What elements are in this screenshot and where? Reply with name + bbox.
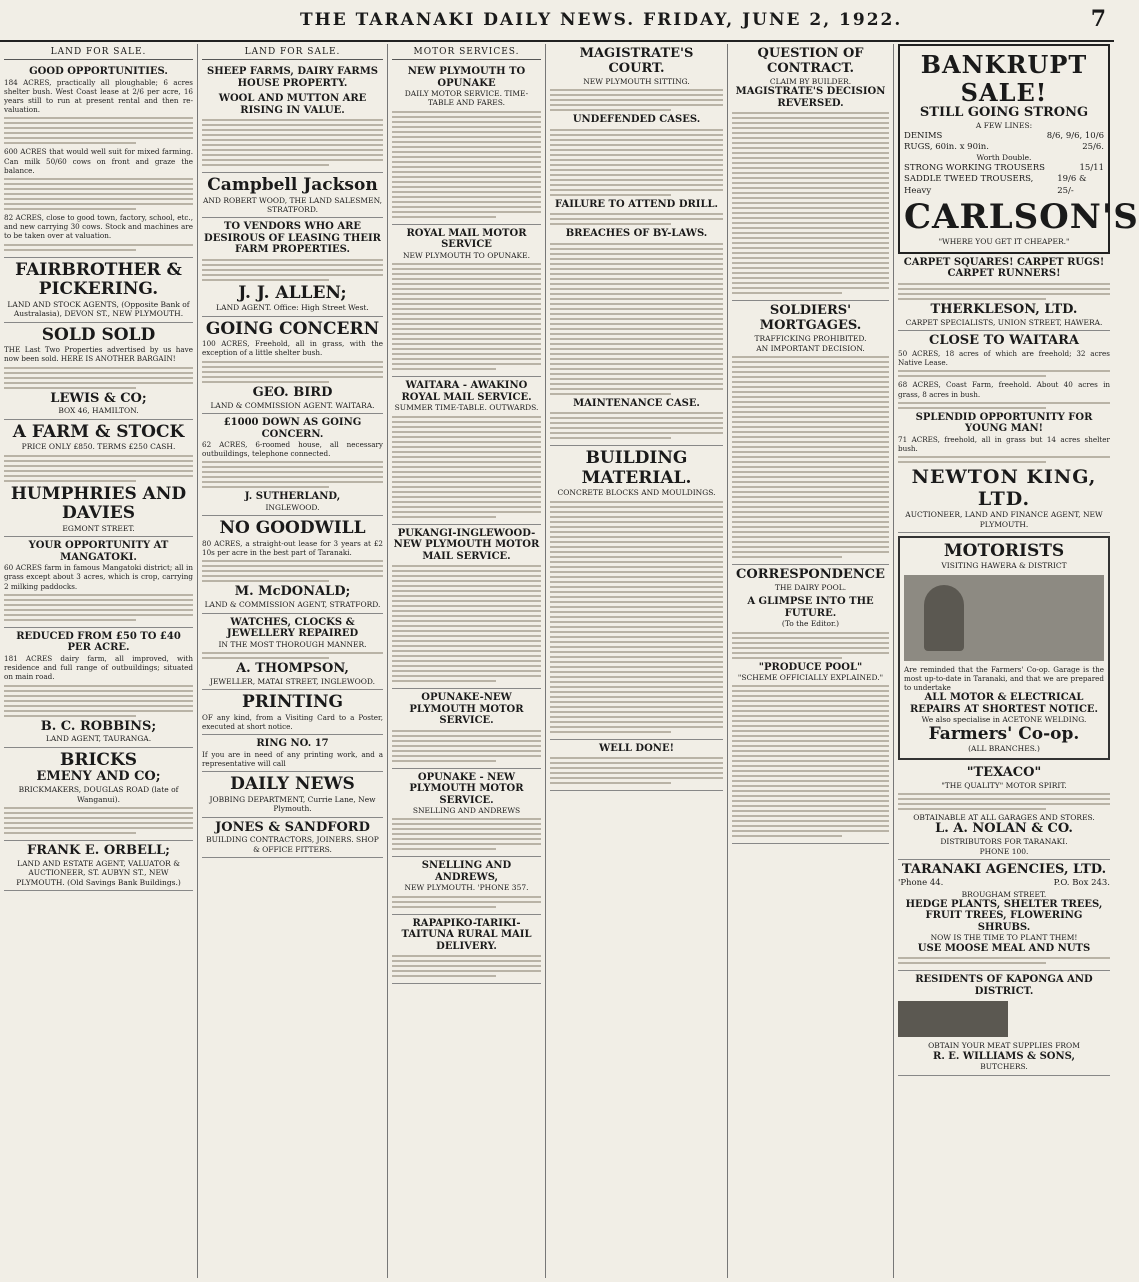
firm-name: L. A. NOLAN & CO. <box>935 821 1073 837</box>
ad-block <box>4 323 193 420</box>
ad-text: 71 ACRES, freehold, all in grass but 14 acres shelter bush. <box>898 434 1110 453</box>
article-heading: SOLDIERS' MORTGAGES. <box>759 303 862 334</box>
article-sub: NEW PLYMOUTH SITTING. <box>583 76 690 86</box>
firm-sub: AUCTIONEER, LAND AND FINANCE AGENT, NEW PLYMOUTH. <box>905 510 1103 529</box>
ad-sub: OBTAINABLE AT ALL GARAGES AND STORES. <box>913 813 1095 823</box>
ad-sub: LAND AND ESTATE AGENT, VALUATOR & AUCTIONEER, ST. AUBYN ST., NEW PLYMOUTH. (Old Savings Bank Buildings.) <box>16 859 181 887</box>
ad-block <box>392 525 541 690</box>
item-price: 8/6, 9/6, 10/6 <box>1046 130 1104 141</box>
ad-sub: "THE QUALITY" MOTOR SPIRIT. <box>941 780 1067 790</box>
ad-heading: BRICKS <box>59 749 138 770</box>
article-heading: CORRESPONDENCE <box>736 566 885 582</box>
article-heading: FAILURE TO ATTEND DRILL. <box>554 198 719 210</box>
ad-heading: PRINTING <box>241 692 344 713</box>
firm-name: Farmers' Co-op. <box>928 723 1080 744</box>
price-row <box>904 163 1104 174</box>
item-note: Worth Double. <box>976 153 1032 163</box>
article-heading: UNDEFENDED CASES. <box>572 114 701 126</box>
ad-heading: SPLENDID OPPORTUNITY FOR YOUNG MAN! <box>915 411 1093 435</box>
ad-block <box>202 414 383 516</box>
ad-sub: BUILDING CONTRACTORS, JOINERS. SHOP & OFFICE FITTERS. <box>206 835 379 854</box>
ad-heading: J. J. ALLEN; <box>238 282 347 303</box>
ad-sub: NOW IS THE TIME TO PLANT THEM! <box>930 933 1078 943</box>
article-heading: MAGISTRATE'S DECISION REVERSED. <box>735 86 886 109</box>
firm-sub: BUTCHERS. <box>980 1062 1028 1072</box>
ad-heading: OPUNAKE - NEW PLYMOUTH MOTOR SERVICE. <box>409 771 524 806</box>
ad-block <box>4 628 193 748</box>
section-header: MOTOR SERVICES. <box>392 44 541 60</box>
article-sub: THE DAIRY POOL. <box>774 582 847 592</box>
ad-sub: BROUGHAM STREET. <box>961 889 1047 899</box>
ad-sub: BOX 46, HAMILTON. <box>58 406 139 416</box>
ad-sub: LAND & COMMISSION AGENT. WAITARA. <box>210 400 375 410</box>
ad-text: 82 ACRES, close to good town, factory, school, etc., and new carrying 30 cows. Stock and machines are to be taken over at valuation. <box>4 213 193 241</box>
ad-text: 68 ACRES, Coast Farm, freehold. About 40 acres in grass, 8 acres in bush. <box>898 380 1110 399</box>
firm-sub: DISTRIBUTORS FOR TARANAKI. <box>940 837 1068 847</box>
ad-text: 181 ACRES dairy farm, all improved, with residence and full range of outbuildings; situated on main road. <box>4 653 193 682</box>
column-motor-services <box>388 44 546 1278</box>
ad-heading: USE MOOSE MEAL AND NUTS <box>917 942 1091 954</box>
ad-heading: WOOL AND MUTTON ARE RISING IN VALUE. <box>218 93 367 116</box>
bankrupt-sale-ad <box>898 44 1139 254</box>
ad-block <box>202 818 383 859</box>
ad-sub: LAND AND STOCK AGENTS, (Opposite Bank of Australasia), DEVON ST., NEW PLYMOUTH. <box>7 299 190 319</box>
ad-text: 62 ACRES, 6-roomed house, all necessary outbuildings, telephone connected. <box>202 440 383 459</box>
firm-name: R. E. WILLIAMS & SONS, <box>933 1050 1075 1062</box>
ad-heading: A FARM & STOCK <box>12 421 185 442</box>
ad-block <box>4 748 193 841</box>
ad-block <box>392 63 541 225</box>
ad-heading: CARPET SQUARES! CARPET RUGS! CARPET RUNNERS! <box>903 256 1105 280</box>
article-heading: A GLIMPSE INTO THE FUTURE. <box>747 596 874 619</box>
ad-heading: LEWIS & CO; <box>50 390 147 406</box>
ad-heading: GEO. BIRD <box>252 384 333 400</box>
ad-block <box>4 258 193 323</box>
ad-sub: INGLEWOOD. <box>265 502 320 512</box>
ad-heading: REDUCED FROM £50 TO £40 PER ACRE. <box>16 630 181 654</box>
ad-heading: SNELLING AND ANDREWS, <box>421 860 512 883</box>
ad-heading: PUKANGI-INGLEWOOD-NEW PLYMOUTH MOTOR MAIL SERVICE. <box>393 527 540 562</box>
article-sub: TRAFFICKING PROHIBITED. <box>754 334 867 344</box>
ad-heading: RESIDENTS OF KAPONGA AND DISTRICT. <box>915 974 1093 997</box>
ad-heading: SHEEP FARMS, DAIRY FARMS HOUSE PROPERTY. <box>206 66 378 89</box>
newspaper-title: THE TARANAKI DAILY NEWS. FRIDAY, JUNE 2, 1922. <box>300 10 903 30</box>
ad-heading: EMENY AND CO; <box>36 769 161 785</box>
texaco-ad <box>898 763 1110 860</box>
ad-block <box>202 614 383 691</box>
ad-heading: ALL MOTOR & ELECTRICAL REPAIRS AT SHORTEST NOTICE. <box>909 692 1099 715</box>
ad-block <box>4 63 193 258</box>
firm-sub: (ALL BRANCHES.) <box>968 744 1040 754</box>
article <box>550 446 723 739</box>
ad-sub: AND ROBERT WOOD, THE LAND SALESMEN, STRATFORD. <box>202 195 383 214</box>
ad-sub: JEWELLER, MATAI STREET, INGLEWOOD. <box>209 676 376 686</box>
ad-sub: LAND & COMMISSION AGENT, STRATFORD. <box>204 600 381 610</box>
ad-sub: JOBBING DEPARTMENT, Currie Lane, New Plymouth. <box>209 794 376 814</box>
ad-heading: BANKRUPT SALE! <box>920 50 1088 107</box>
ad-sub: NEW PLYMOUTH TO OPUNAKE. <box>402 250 531 260</box>
ad-heading: FRANK E. ORBELL; <box>27 843 170 859</box>
article-heading: QUESTION OF CONTRACT. <box>757 46 864 76</box>
article-sub: CONCRETE BLOCKS AND MOULDINGS. <box>557 488 716 498</box>
column-advertisements <box>894 44 1139 1278</box>
item-price: 25/6. <box>1082 141 1104 152</box>
ad-heading: JONES & SANDFORD <box>215 819 370 835</box>
ad-heading: SOLD SOLD <box>41 324 156 345</box>
ad-block <box>392 857 541 914</box>
ad-heading: HUMPHRIES AND DAVIES <box>10 483 187 524</box>
item-price: 19/6 & 25/- <box>1057 174 1087 196</box>
carpet-ad <box>898 254 1110 331</box>
ad-heading: £1000 DOWN AS GOING CONCERN. <box>223 417 362 440</box>
ad-text: THE Last Two Properties advertised by us have now been sold. HERE IS ANOTHER BARGAIN! <box>4 345 193 364</box>
po-box: P.O. Box 243. <box>1053 878 1110 889</box>
ad-text: 60 ACRES farm in famous Mangatoki district; all in grass except about 3 acres, which is crop, carrying 2 milking paddocks. <box>4 563 193 591</box>
ad-block <box>392 689 541 769</box>
ad-heading: DAILY NEWS <box>230 774 355 795</box>
ad-heading: GOING CONCERN <box>205 318 380 339</box>
ad-sub: PRICE ONLY £850. TERMS £250 CASH. <box>21 442 176 452</box>
ad-heading: J. SUTHERLAND, <box>244 491 341 503</box>
price-row <box>904 142 1104 153</box>
kaponga-ad <box>898 971 1110 1075</box>
ad-text: Are reminded that the Farmers' Co-op. Garage is the most up-to-date in Taranaki, and that we are prepared to undertake <box>904 664 1104 693</box>
article <box>732 44 889 301</box>
ad-block <box>202 735 383 772</box>
ad-heading: M. McDONALD; <box>234 584 351 600</box>
agencies-ad <box>898 860 1110 971</box>
ad-text: 100 ACRES, Freehold, all in grass, with the exception of a little shelter bush. <box>202 339 383 358</box>
article-sub: CLAIM BY BUILDER. <box>769 76 852 86</box>
ad-sub: LAND AGENT. Office: High Street West. <box>216 303 369 313</box>
item-name: STRONG WORKING TROUSERS <box>904 162 1045 173</box>
ad-heading: MOTORISTS <box>943 540 1065 561</box>
ad-sub: IN THE MOST THOROUGH MANNER. <box>218 639 367 649</box>
ad-sub: OBTAIN YOUR MEAT SUPPLIES FROM <box>928 1041 1080 1051</box>
article <box>732 301 889 565</box>
ad-block <box>202 690 383 735</box>
article-heading: "PRODUCE POOL" <box>758 661 863 673</box>
shop-illustration <box>898 1001 1008 1037</box>
column-magistrates-court <box>546 44 728 1278</box>
ad-heading: TARANAKI AGENCIES, LTD. <box>901 862 1107 878</box>
ad-heading: GOOD OPPORTUNITIES. <box>29 66 168 77</box>
ad-heading: WATCHES, CLOCKS & JEWELLERY REPAIRED <box>226 616 359 640</box>
ad-block <box>392 377 541 524</box>
ad-heading: NO GOODWILL <box>219 518 366 539</box>
article <box>550 44 723 446</box>
ad-block <box>202 173 383 218</box>
article-heading: WELL DONE! <box>599 742 674 754</box>
ad-block <box>392 225 541 377</box>
page-number: 7 <box>1090 6 1106 32</box>
ad-sub: EGMONT STREET. <box>62 523 135 533</box>
ad-heading: CLOSE TO WAITARA <box>928 332 1080 348</box>
ad-block <box>392 915 541 985</box>
brand-tagline: "WHERE YOU GET IT CHEAPER." <box>938 237 1070 247</box>
firm-phone: PHONE 100. <box>979 846 1029 856</box>
article <box>550 740 723 792</box>
ad-sub: DAILY MOTOR SERVICE. TIME-TABLE AND FARES. <box>404 89 529 108</box>
ad-sub: VISITING HAWERA & DISTRICT <box>941 561 1067 571</box>
ad-block <box>202 63 383 173</box>
article-heading: BUILDING MATERIAL. <box>581 448 692 488</box>
ad-heading: OPUNAKE-NEW PLYMOUTH MOTOR SERVICE. <box>409 692 524 726</box>
ad-sub: We also specialise in ACETONE WELDING. <box>921 715 1087 725</box>
ad-subheading: STILL GOING STRONG <box>919 105 1089 121</box>
item-name: DENIMS <box>904 130 943 141</box>
item-price: 15/11 <box>1079 162 1104 173</box>
ad-text: 600 ACRES that would well suit for mixed farming. Can milk 50/60 cows on front and graze the balance. <box>4 147 193 175</box>
ad-text: 50 ACRES, 18 acres of which are freehold; 32 acres Native Lease. <box>898 348 1110 368</box>
ad-sub: A FEW LINES: <box>975 121 1033 131</box>
ad-block <box>202 772 383 817</box>
ad-text: 184 ACRES, practically all ploughable; 6 acres shelter bush. West Coast lease at 2/6 per acre, 16 years still to run at present rental and then re-valuation. <box>4 77 193 115</box>
article-sub: "SCHEME OFFICIALLY EXPLAINED." <box>737 673 884 683</box>
section-header: LAND FOR SALE. <box>202 44 383 60</box>
ad-heading: Campbell Jackson <box>207 175 378 195</box>
ad-block <box>202 317 383 414</box>
price-row <box>904 174 1104 197</box>
ad-block <box>4 841 193 891</box>
ad-block <box>202 218 383 316</box>
ad-heading: NEW PLYMOUTH TO OPUNAKE <box>407 66 526 89</box>
price-row <box>904 131 1104 142</box>
article-heading: BREACHES OF BY-LAWS. <box>565 228 708 240</box>
ad-text: If you are in need of any printing work, and a representative will call <box>202 749 383 769</box>
ad-heading: RING NO. 17 <box>256 738 329 750</box>
item-name: SADDLE TWEED TROUSERS, Heavy <box>904 174 1034 196</box>
ad-sub: SUMMER TIME-TABLE. OUTWARDS. <box>394 403 539 413</box>
ad-sub: LAND AGENT, TAURANGA. <box>45 734 152 744</box>
ad-heading: TO VENDORS WHO ARE DESIROUS OF LEASING THEIR FARM PROPERTIES. <box>204 221 381 256</box>
ad-heading: RAPAPIKO-TARIKI-TAITUNA RURAL MAIL DELIVERY. <box>401 917 532 952</box>
ad-heading: B. C. ROBBINS; <box>40 718 157 734</box>
ad-block <box>4 537 193 628</box>
item-name: RUGS, 60in. x 90in. <box>904 141 989 152</box>
article-heading: MAGISTRATE'S COURT. <box>579 46 694 76</box>
ad-text: OF any kind, from a Visiting Card to a Poster, executed at short notice. <box>202 712 383 732</box>
firm-name: NEWTON KING, LTD. <box>911 466 1097 511</box>
article-heading: MAINTENANCE CASE. <box>573 397 700 409</box>
ad-sub: SNELLING AND ANDREWS <box>412 806 521 815</box>
column-land-for-sale-2 <box>198 44 388 1278</box>
column-question-of-contract <box>728 44 894 1278</box>
motorists-ad <box>898 536 1110 760</box>
firm-name: THERKLESON, LTD. <box>930 301 1078 317</box>
motorist-illustration <box>904 575 1104 661</box>
article-sub: (To the Editor.) <box>781 619 840 629</box>
ad-heading: "TEXACO" <box>966 764 1042 780</box>
ad-block <box>202 516 383 613</box>
ad-heading: HEDGE PLANTS, SHELTER TREES, FRUIT TREES, FLOWERING SHRUBS. <box>905 898 1103 933</box>
waitara-ad <box>898 331 1110 533</box>
column-land-for-sale-1 <box>0 44 198 1278</box>
ad-sub: NEW PLYMOUTH. 'PHONE 357. <box>404 883 529 893</box>
contact-row <box>898 878 1110 889</box>
ad-text: 80 ACRES, a straight-out lease for 3 years at £2 10s per acre in the best part of Taranaki. <box>202 538 383 558</box>
article-sub: AN IMPORTANT DECISION. <box>756 343 865 353</box>
ad-heading: A. THOMPSON, <box>236 661 349 676</box>
ad-heading: WAITARA - AWAKINO ROYAL MAIL SERVICE. <box>401 380 532 403</box>
masthead <box>0 0 1114 42</box>
phone: 'Phone 44. <box>898 878 944 889</box>
brand-logo: CARLSON'S <box>904 197 1139 238</box>
section-header: LAND FOR SALE. <box>4 44 193 60</box>
firm-sub: CARPET SPECIALISTS, UNION STREET, HAWERA. <box>905 317 1103 327</box>
ad-heading: ROYAL MAIL MOTOR SERVICE <box>406 227 527 251</box>
ad-sub: BRICKMAKERS, DOUGLAS ROAD (late of Wanganui). <box>18 785 179 804</box>
ad-heading: YOUR OPPORTUNITY AT MANGATOKI. <box>28 540 169 563</box>
ad-block <box>392 769 541 858</box>
article <box>732 565 889 845</box>
ad-block <box>4 420 193 537</box>
ad-heading: FAIRBROTHER & PICKERING. <box>15 259 182 300</box>
